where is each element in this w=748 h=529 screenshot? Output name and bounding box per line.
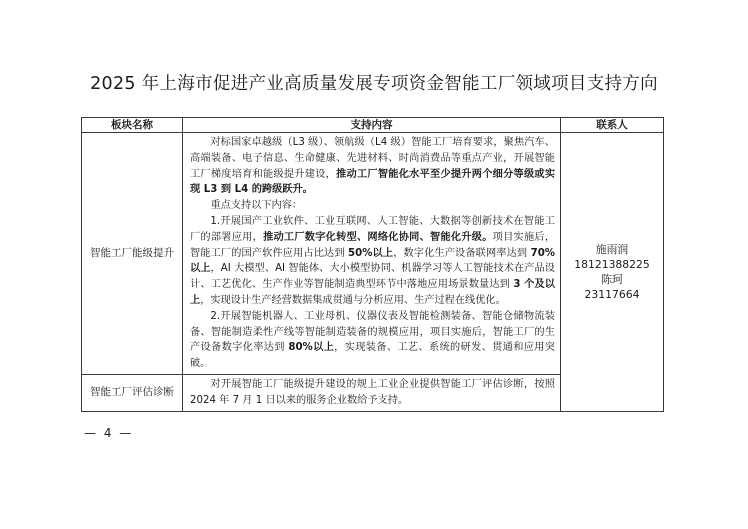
support-content-cell [183, 133, 561, 375]
content-text: ，数字化生产设备联网率达到 [393, 247, 531, 259]
table-row [82, 133, 664, 375]
content-paragraph [190, 198, 555, 214]
content-paragraph [190, 309, 555, 372]
header-contact: 联系人 [561, 118, 664, 133]
contact-phone: 23117664 [584, 287, 640, 301]
content-text: ，实现装备、工艺、系统的研发、贯通和应用突破。 [190, 342, 555, 370]
contact-phone: 18121388225 [574, 257, 650, 271]
block-name-cell: 智能工厂能级提升 [82, 133, 183, 375]
content-text: 重点支持以下内容： [210, 200, 303, 212]
table-header-row [82, 118, 664, 133]
content-text: ，实现设计生产经营数据集成贯通与分析应用、生产过程在线优化。 [200, 294, 506, 306]
content-text: 项目实施后，智能工厂的国产软件应用占比达到 [190, 231, 556, 259]
content-emphasis: 推动工厂智能化水平至少提升两个细分等级或实现 L3 到 L4 的跨级跃升。 [190, 168, 556, 196]
content-text: 2.开展智能机器人、工业母机、仪器仪表及智能检测装备、智能仓储物流装备、智能制造柔性产线等智能制造装备的规模应用，项目实施后，智能工厂的生产设备数字化率达到 [190, 310, 555, 354]
contact-name: 陈珂 [601, 272, 623, 286]
content-emphasis: 3 个及以上 [190, 279, 555, 306]
content-paragraph: 对开展智能工厂能级提升建设的规上工业企业提供智能工厂评估诊断，按照 2024 年 7 月 1 日以来的服务企业数给予支持。 [190, 378, 555, 406]
block-name-cell: 智能工厂评估诊断 [82, 374, 183, 411]
content-text: 1.开展国产工业软件、工业互联网、人工智能、大数据等创新技术在智能工厂的部署应用， [190, 215, 555, 243]
contact-name: 施雨润 [595, 242, 629, 256]
content-emphasis: 50%以上 [348, 247, 394, 259]
content-emphasis: 70%以上 [190, 247, 555, 275]
document-title: 2025 年上海市促进产业高质量发展专项资金智能工厂领域项目支持方向 [90, 74, 658, 94]
support-direction-table [81, 117, 664, 412]
content-text: 对标国家卓越级（L3 级）、领航级（L4 级）智能工厂培育要求，聚焦汽车、高端装备、电子信息、生命健康、先进材料、时尚消费品等重点产业，开展智能工厂梯度培育和能级提升建设， [190, 137, 555, 180]
support-content-cell [183, 374, 561, 411]
header-block-name: 板块名称 [82, 118, 183, 133]
page-number: — 4 — [84, 426, 134, 440]
content-paragraph [190, 135, 555, 198]
content-paragraph [190, 214, 555, 309]
content-emphasis: 80%以上 [288, 342, 335, 354]
contact-cell [561, 133, 664, 412]
header-support-content: 支持内容 [183, 118, 561, 133]
content-emphasis: 推动工厂数字化转型、网络化协同、智能化升级。 [263, 231, 493, 243]
content-text: ，AI 大模型、AI 智能体、大小模型协同、机器学习等人工智能技术在产品设计、工艺优化、生产作业等智能制造典型环节中落地应用场景数量达到 [190, 263, 555, 291]
